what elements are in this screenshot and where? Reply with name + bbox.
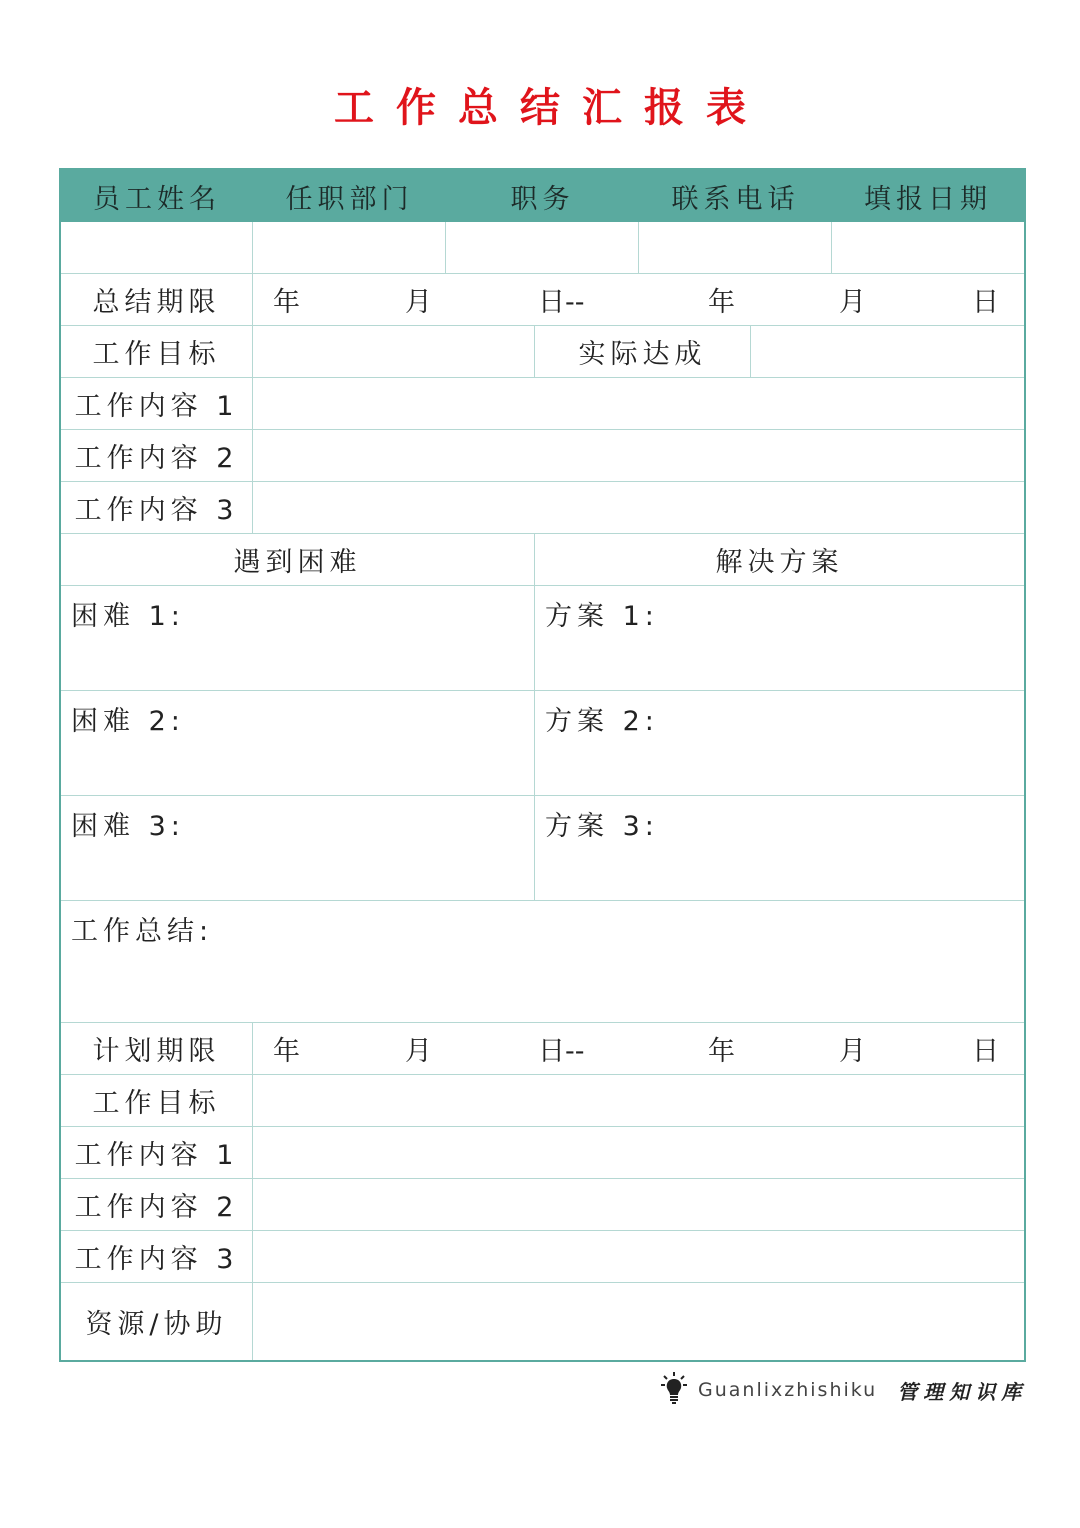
- plan-content-label: 工作内容 3: [61, 1231, 253, 1282]
- difficulties-header: 遇到困难: [61, 534, 535, 585]
- fill-date-field[interactable]: [832, 222, 1024, 273]
- work-content-field[interactable]: [253, 378, 1024, 429]
- work-content-label: 工作内容 2: [61, 430, 253, 481]
- resources-row: [61, 1283, 1024, 1360]
- plan-content-row: [61, 1179, 1024, 1231]
- date-day-end: 日: [972, 1036, 999, 1067]
- resources-field[interactable]: [253, 1283, 1024, 1360]
- date-month-start: 月: [405, 1036, 432, 1067]
- work-content-row: [61, 482, 1024, 534]
- work-content-field[interactable]: [253, 482, 1024, 533]
- lightbulb-icon: [660, 1371, 688, 1409]
- difficulty-field[interactable]: 困难 2:: [61, 691, 535, 795]
- difficulty-field[interactable]: 困难 3:: [61, 796, 535, 900]
- header-phone: 联系电话: [671, 183, 800, 215]
- date-month-end: 月: [839, 1036, 866, 1067]
- work-content-row: [61, 430, 1024, 482]
- date-day-start: 日--: [538, 287, 585, 318]
- plan-content-label: 工作内容 2: [61, 1179, 253, 1230]
- phone-field[interactable]: [639, 222, 832, 273]
- employee-name-field[interactable]: [61, 222, 253, 273]
- difficulty-field[interactable]: 困难 1:: [61, 586, 535, 690]
- difficulty-row: [61, 796, 1024, 901]
- plan-content-field[interactable]: [253, 1231, 1024, 1282]
- plan-content-row: [61, 1127, 1024, 1179]
- work-goal-label: 工作目标: [61, 326, 253, 377]
- header-employee-name: 员工姓名: [93, 183, 221, 215]
- solution-field[interactable]: 方案 2:: [545, 706, 659, 737]
- footer-url: Guanlixzhishiku: [698, 1379, 878, 1401]
- date-day-start: 日--: [538, 1036, 585, 1067]
- footer-watermark: [660, 1370, 1027, 1410]
- work-goal-row: [61, 326, 1024, 378]
- plan-goal-row: [61, 1075, 1024, 1127]
- employee-info-row: [61, 222, 1024, 274]
- plan-content-field[interactable]: [253, 1127, 1024, 1178]
- header-department: 任职部门: [285, 183, 414, 215]
- plan-period-field[interactable]: [253, 1023, 1024, 1074]
- summary-period-row: [61, 274, 1024, 326]
- plan-period-row: [61, 1023, 1024, 1075]
- plan-content-field[interactable]: [253, 1179, 1024, 1230]
- date-year-start: 年: [273, 1036, 300, 1067]
- header-fill-date: 填报日期: [864, 183, 992, 215]
- plan-content-row: [61, 1231, 1024, 1283]
- plan-goal-field[interactable]: [253, 1075, 1024, 1126]
- plan-period-label: 计划期限: [61, 1023, 253, 1074]
- solutions-header: 解决方案: [715, 547, 844, 578]
- date-day-end: 日: [972, 287, 999, 318]
- work-content-label: 工作内容 3: [61, 482, 253, 533]
- date-month-end: 月: [839, 287, 866, 318]
- achieved-label: 实际达成: [535, 326, 751, 377]
- plan-content-label: 工作内容 1: [61, 1127, 253, 1178]
- page-title: 工作总结汇报表: [334, 84, 768, 131]
- footer-brand: 管理知识库: [897, 1379, 1028, 1404]
- difficulty-row: [61, 586, 1024, 691]
- work-content-label: 工作内容 1: [61, 378, 253, 429]
- work-summary-field[interactable]: 工作总结:: [71, 916, 214, 947]
- work-content-field[interactable]: [253, 430, 1024, 481]
- resources-label: 资源/协助: [61, 1283, 253, 1360]
- position-field[interactable]: [446, 222, 639, 273]
- header-position: 职务: [510, 183, 575, 215]
- date-month-start: 月: [405, 287, 432, 318]
- work-goal-field[interactable]: [253, 326, 535, 377]
- work-content-row: [61, 378, 1024, 430]
- solution-field[interactable]: 方案 1:: [545, 601, 659, 632]
- summary-period-field[interactable]: [253, 274, 1024, 325]
- date-year-end: 年: [708, 1036, 735, 1067]
- difficulty-row: [61, 691, 1024, 796]
- date-year-end: 年: [708, 287, 735, 318]
- report-form: [59, 168, 1026, 1362]
- date-year-start: 年: [273, 287, 300, 318]
- plan-goal-label: 工作目标: [61, 1075, 253, 1126]
- summary-period-label: 总结期限: [61, 274, 253, 325]
- achieved-field[interactable]: [751, 326, 1024, 377]
- work-summary-row: [61, 901, 1024, 1023]
- solution-field[interactable]: 方案 3:: [545, 811, 659, 842]
- department-field[interactable]: [253, 222, 446, 273]
- header-row: [61, 170, 1024, 222]
- difficulties-header-row: [61, 534, 1024, 586]
